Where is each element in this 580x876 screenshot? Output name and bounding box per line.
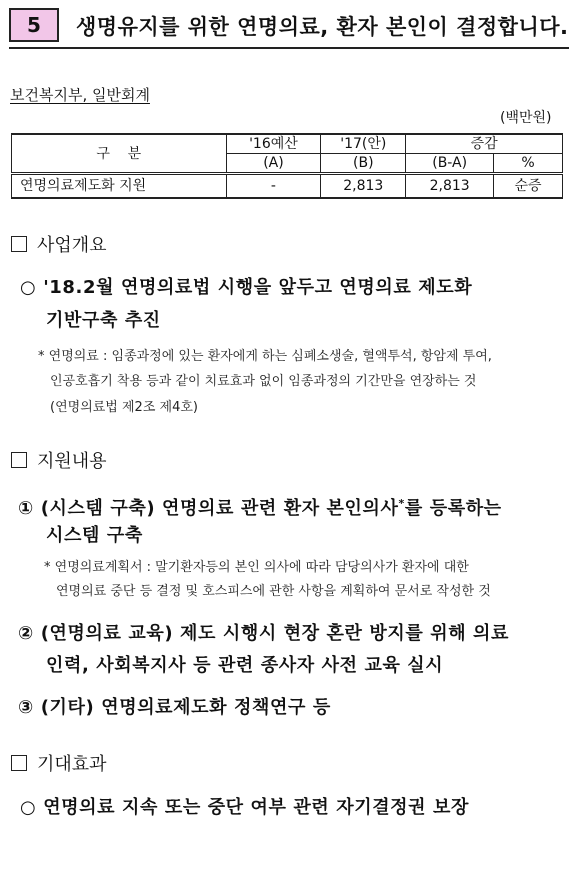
cell-y17: 2,813 [321, 174, 406, 199]
circle-bullet-icon: ○ [20, 277, 37, 298]
table-header-row-1 [12, 134, 563, 154]
checkbox-square-icon [11, 452, 27, 468]
ministry-subtitle: 보건복지부, 일반회계 [10, 86, 150, 104]
circled-number-1-icon: ① [18, 498, 34, 519]
overview-note-line2: 인공호흡기 착용 등과 같이 치료효과 없이 임종과정의 기간만을 연장하는 것 [50, 374, 477, 389]
support-note-line2: 연명의료 중단 등 결정 및 호스피스에 관한 사항을 계획하여 문서로 작성한 것 [56, 584, 491, 599]
section-heading-overview [11, 231, 107, 257]
checkbox-square-icon [11, 755, 27, 771]
header-y16: '16예산 [226, 134, 321, 154]
circled-number-2-icon: ② [18, 623, 34, 644]
circle-bullet-icon: ○ [20, 797, 37, 818]
support-item2-line1: (연명의료 교육) 제도 시행시 현장 혼란 방지를 위해 의료 [40, 623, 510, 644]
support-item2-line2: 인력, 사회복지사 등 관련 종사자 사전 교육 실시 [46, 655, 444, 676]
cell-y16: - [226, 174, 321, 199]
overview-bullet-line2: 기반구축 추진 [46, 310, 161, 331]
effect-bullet-line1: 연명의료 지속 또는 중단 여부 관련 자기결정권 보장 [43, 797, 469, 818]
header-y16-sub: (A) [226, 154, 321, 174]
page-title: 생명유지를 위한 연명의료, 환자 본인이 결정합니다. [76, 15, 569, 39]
cell-name: 연명의료제도화 지원 [12, 174, 227, 199]
section-number: 5 [27, 13, 41, 37]
unit-label: (백만원) [500, 110, 552, 126]
title-divider [9, 47, 569, 49]
checkbox-square-icon [11, 236, 27, 252]
support-item1-line2: 시스템 구축 [46, 525, 143, 546]
section-heading-text: 지원내용 [37, 451, 107, 472]
support-item1-line1a: (시스템 구축) 연명의료 관련 환자 본인의사 [40, 498, 399, 519]
support-item3-line1: (기타) 연명의료제도화 정책연구 등 [40, 697, 331, 718]
circled-number-3-icon: ③ [18, 697, 34, 718]
cell-diff: 2,813 [406, 174, 494, 199]
section-heading-effect [11, 750, 107, 776]
section-heading-text: 기대효과 [37, 754, 107, 775]
effect-bullet [20, 792, 469, 824]
header-pct: % [494, 154, 563, 174]
overview-bullet-line1: '18.2월 연명의료법 시행을 앞두고 연명의료 제도화 [43, 277, 473, 298]
budget-table [11, 133, 563, 199]
header-category: 구 분 [12, 134, 227, 174]
header-y17: '17(안) [321, 134, 406, 154]
cell-pct: 순증 [494, 174, 563, 199]
overview-note-line3: (연명의료법 제2조 제4호) [50, 400, 198, 415]
footnote-star: * [398, 497, 405, 510]
table-row [12, 174, 563, 199]
header-y17-sub: (B) [321, 154, 406, 174]
header-diff: 증감 [406, 134, 563, 154]
section-number-badge [9, 8, 59, 42]
section-heading-support [11, 447, 107, 473]
support-item2 [18, 618, 509, 650]
header-diff-sub: (B-A) [406, 154, 494, 174]
overview-bullet [20, 272, 472, 304]
section-heading-text: 사업개요 [37, 235, 107, 256]
support-item1-line1b: 를 등록하는 [404, 498, 502, 519]
overview-note-line1: * 연명의료 : 임종과정에 있는 환자에게 하는 심폐소생술, 혈액투석, 항암제 투여, [38, 349, 492, 364]
support-item3 [18, 692, 331, 724]
support-note-line1: * 연명의료계획서 : 말기환자등의 본인 의사에 따라 담당의사가 환자에 대한 [44, 560, 469, 575]
